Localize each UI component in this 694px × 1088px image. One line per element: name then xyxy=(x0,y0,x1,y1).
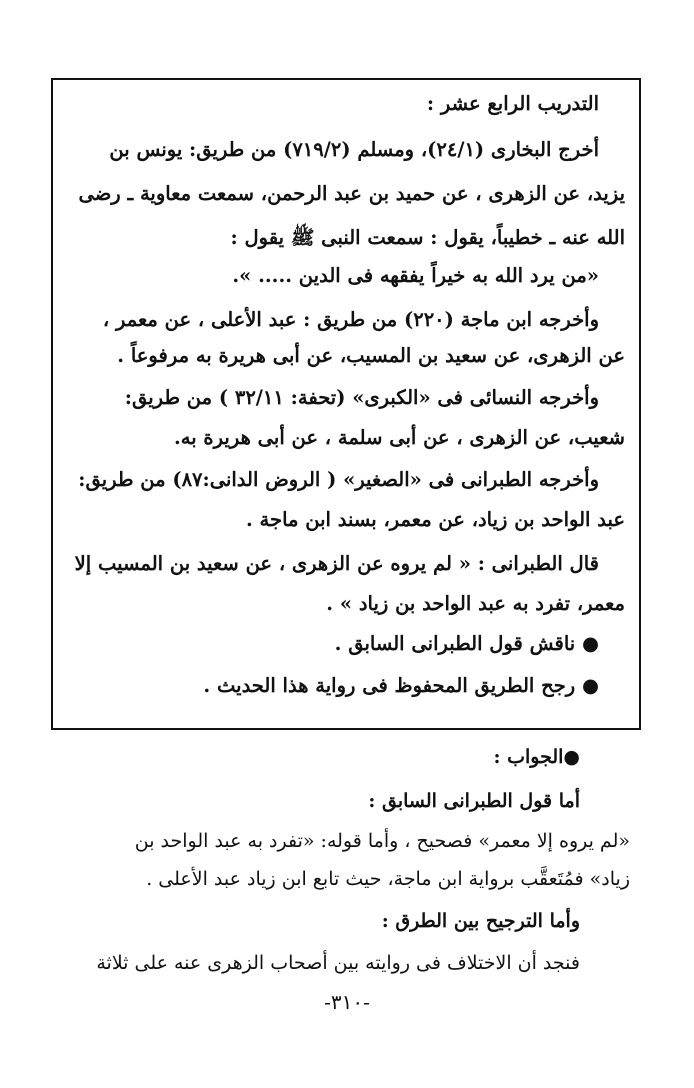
exercise-bullet: ● رجح الطريق المحفوظ فى رواية هذا الحديث . xyxy=(203,674,599,697)
exercise-line: شعيب، عن الزهرى ، عن أبى سلمة ، عن أبى هريرة به. xyxy=(173,426,625,449)
exercise-line: «من يرد الله به خيراً يفقهه فى الدين ..... ». xyxy=(232,264,599,287)
exercise-line: أخرج البخارى (٢٤/١)، ومسلم (٧١٩/٢) من طريق: يونس بن xyxy=(109,138,599,161)
exercise-box xyxy=(51,78,641,730)
answer-subheading: أما قول الطبرانى السابق : xyxy=(368,790,580,812)
answer-line: «لم يروه إلا معمر» فصحيح ، وأما قوله: «تفرد به عبد الواحد بن xyxy=(134,830,630,852)
exercise-line: وأخرجه النسائى فى «الكبرى» (تحفة: ٣٢/١١ ) من طريق: xyxy=(124,386,599,409)
exercise-line: قال الطبرانى : « لم يروه عن الزهرى ، عن سعيد بن المسيب إلا xyxy=(74,552,599,575)
exercise-line: عن الزهرى، عن سعيد بن المسيب، عن أبى هريرة به مرفوعاً . xyxy=(117,344,625,367)
exercise-bullet: ● ناقش قول الطبرانى السابق . xyxy=(334,632,599,655)
exercise-line: وأخرجه الطبرانى فى «الصغير» ( الروض الدانى:٨٧) من طريق: xyxy=(78,468,599,491)
answer-line: فنجد أن الاختلاف فى روايته بين أصحاب الزهرى عنه على ثلاثة xyxy=(96,952,580,974)
exercise-line: معمر، تفرد به عبد الواحد بن زياد » . xyxy=(326,592,625,615)
answer-line: زياد» فمُتَعقَّب برواية ابن ماجة، حيث تابع ابن زياد عبد الأعلى . xyxy=(146,868,630,890)
page-number: -٣١٠- xyxy=(324,990,370,1014)
exercise-line: يزيد، عن الزهرى ، عن حميد بن عبد الرحمن، سمعت معاوية ـ رضى xyxy=(78,182,625,205)
answer-heading: ●الجواب : xyxy=(493,746,580,768)
exercise-line: عبد الواحد بن زياد، عن معمر، بسند ابن ماجة . xyxy=(245,508,625,531)
exercise-line: وأخرجه ابن ماجة (٢٢٠) من طريق : عبد الأعلى ، عن معمر ، xyxy=(102,308,599,331)
exercise-line: الله عنه ـ خطيباً، يقول : سمعت النبى ﷺ يقول : xyxy=(230,226,625,249)
exercise-title: التدريب الرابع عشر : xyxy=(426,92,599,115)
answer-subheading: وأما الترجيح بين الطرق : xyxy=(381,910,580,932)
